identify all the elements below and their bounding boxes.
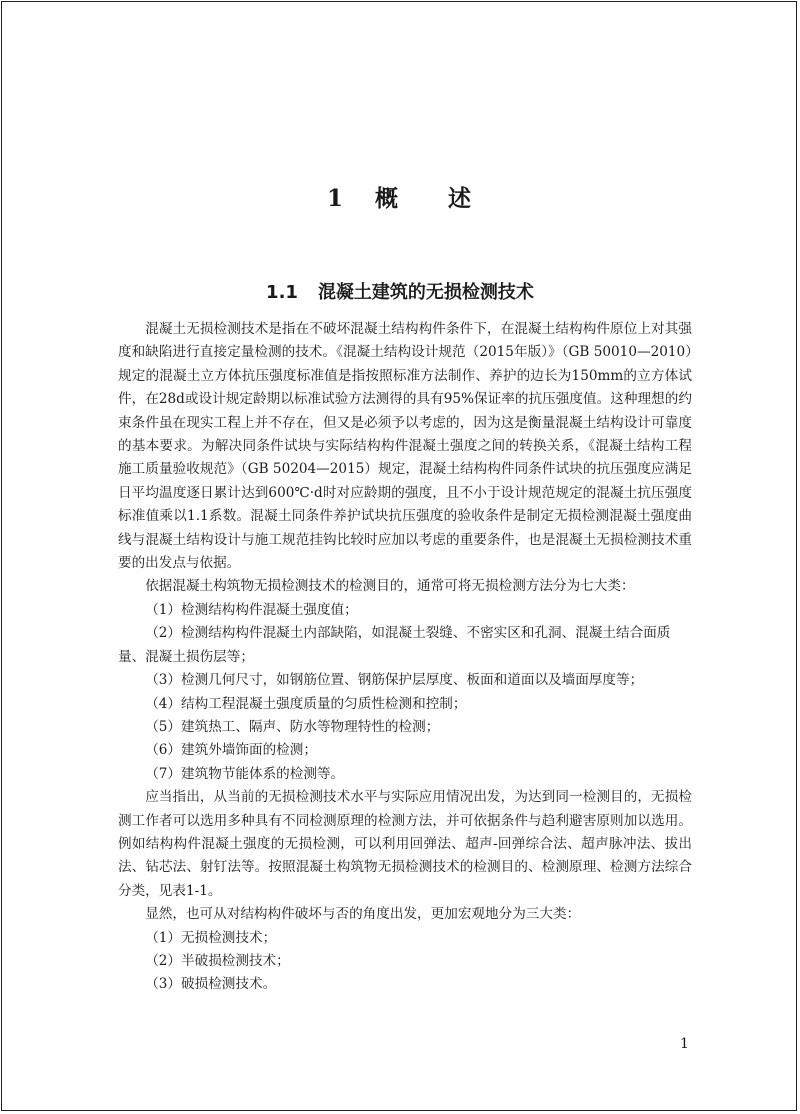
section-title-text: 混凝土建筑的无损检测技术: [317, 282, 534, 303]
paragraph-intro: 混凝土无损检测技术是指在不破坏混凝土结构构件条件下，在混凝土结构构件原位上对其强度和缺陷进行直接定量检测的技术。《混凝土结构设计规范（2015年版）》（GB 50010—2010）规定的混凝土立方体抗压强度标准值是指按照标准方法制作、养护的边长为150mm的立方体试件，在28d或设计规定龄期以标准试验方法测得的具有95%保证率的抗压强度值。这种理想的约束条件虽在现实工程上并不存在，但又是必须予以考虑的，因为这是衡量混凝土结构设计可靠度的基本要求。为解决同条件试块与实际结构构件混凝土强度之间的转换关系，《混凝土结构工程施工质量验收规范》（GB 50204—2015）规定，混凝土结构构件同条件试块的抗压强度应满足日平均温度逐日累计达到600℃·d时对应龄期的强度，且不小于设计规范规定的混凝土抗压强度标准值乘以1.1系数。混凝土同条件养护试块抗压强度的验收条件是制定无损检测混凝土强度曲线与混凝土结构设计与施工规范挂钩比较时应加以考虑的重要条件，也是混凝土无损检测技术重要的出发点与依据。: [118, 321, 692, 572]
list-item: （5）建筑热工、隔声、防水等物理特性的检测；: [145, 718, 440, 735]
list-item: （3）破损检测技术。: [145, 976, 277, 993]
paragraph-note: 应当指出，从当前的无损检测技术水平与实际应用情况出发，为达到同一检测目的，无损检测工作者可以选用多种具有不同检测原理的检测方法，并可依据条件与趋利避害原则加以选用。例如结构构件混凝土强度的无损检测，可以利用回弹法、超声-回弹综合法、超声脉冲法、拔出法、钻芯法、射钉法等。按照混凝土构筑物无损检测技术的检测目的、检测原理、检测方法综合分类，见表1-1。: [118, 789, 692, 899]
list-item: （2）检测结构构件混凝土内部缺陷，如混凝土裂缝、不密实区和孔洞、混凝土结合面质量、混凝土损伤层等；: [118, 625, 671, 665]
chapter-title-part2: 述: [448, 185, 473, 212]
list-item: （6）建筑外墙饰面的检测；: [145, 742, 317, 759]
paragraph-seven-categories: 依据混凝土构筑物无损检测技术的检测目的，通常可将无损检测方法分为七大类：: [145, 578, 635, 595]
list-item: （3）检测几何尺寸，如钢筋位置、钢筋保护层厚度、板面和道面以及墙面厚度等；: [145, 672, 644, 689]
section-number: 1.1: [266, 282, 298, 303]
body-text: [118, 318, 692, 997]
list-item: （2）半破损检测技术；: [145, 952, 290, 969]
chapter-number: 1: [326, 185, 345, 212]
list-item: （4）结构工程混凝土强度质量的匀质性检测和控制；: [145, 695, 467, 712]
chapter-title: [0, 180, 800, 213]
list-item: （1）无损检测技术；: [145, 929, 277, 946]
list-item: （7）建筑物节能体系的检测等。: [145, 765, 345, 782]
paragraph-three-categories: 显然，也可从对结构构件破坏与否的角度出发，更加宏观地分为三大类：: [145, 906, 581, 923]
chapter-title-part1: 概: [375, 185, 400, 212]
list-item: （1）检测结构构件混凝土强度值；: [145, 601, 358, 618]
section-title: [0, 278, 800, 304]
page-number: 1: [680, 1036, 689, 1052]
